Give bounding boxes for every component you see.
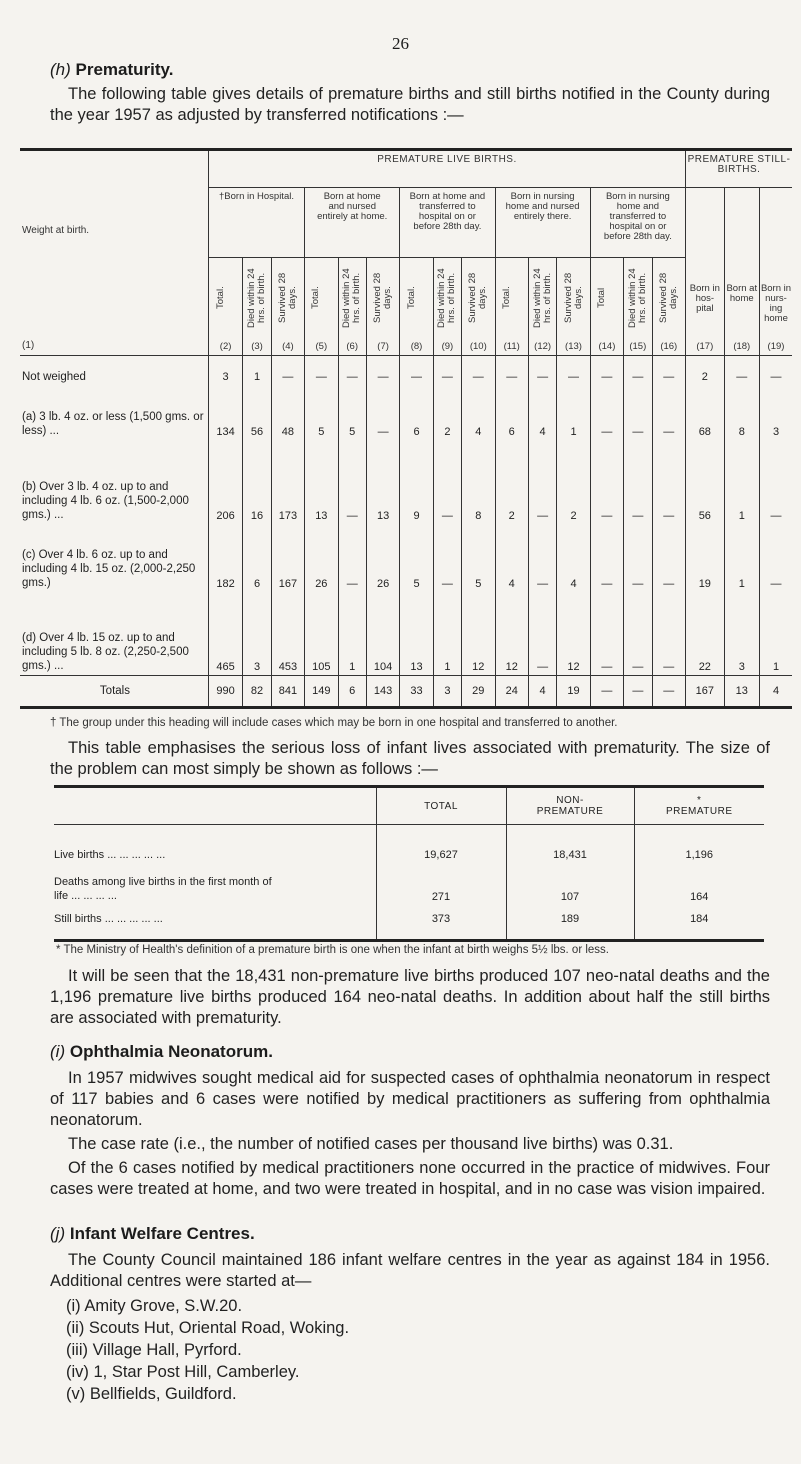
table-cell: 29 (462, 676, 495, 708)
table-cell: — (624, 356, 652, 398)
column-header-label: Survived 28 days. (467, 272, 489, 324)
table-cell: — (652, 398, 686, 440)
column-header (338, 258, 366, 356)
column-header (305, 258, 338, 356)
row-label: Still births ... ... ... ... ... (54, 905, 376, 941)
col-header-non-premature: NON- PREMATURE (506, 787, 634, 825)
list-item: (ii) Scouts Hut, Oriental Road, Woking. (66, 1319, 350, 1337)
premature-births-table (20, 148, 792, 709)
table-cell: — (724, 356, 759, 398)
table-cell: — (624, 592, 652, 676)
table-cell: 3 (724, 592, 759, 676)
column-number: (13) (565, 341, 582, 352)
table-cell: 48 (271, 398, 304, 440)
table-cell: 1 (760, 592, 793, 676)
table-cell: 182 (208, 524, 242, 592)
table-cell: — (652, 356, 686, 398)
list-item: (iii) Village Hall, Pyrford. (66, 1341, 242, 1359)
table-cell: 6 (338, 676, 366, 708)
column-header-label: Survived 28 days. (562, 272, 584, 324)
table-cell: — (366, 356, 399, 398)
column-header-label: Total. (214, 286, 226, 310)
column-number: (2) (219, 341, 232, 352)
table-cell: — (624, 524, 652, 592)
table-cell: — (528, 524, 556, 592)
column-header (528, 258, 556, 356)
column-header-label: Died within 24 hrs. of birth. (436, 268, 458, 328)
paragraph-emphasis: This table emphasises the serious loss of infant lives associated with prematurity. The size of the problem can most simply be shown as follows :— (50, 739, 770, 778)
column-header-label: Died within 24 hrs. of birth. (246, 268, 267, 328)
paragraph-ophthalmia-3: Of the 6 cases notified by medical practitioners none occurred in the practice of midwives. Four cases were treated at home, and two were treated in hospital, and in no case was vision impaired. (50, 1159, 770, 1198)
row-label: Not weighed (20, 356, 208, 398)
column-header (366, 258, 399, 356)
list-item: (i) Amity Grove, S.W.20. (66, 1297, 243, 1315)
table-cell: — (652, 592, 686, 676)
subgroup-home-transferred: Born at home and transferred to hospital on or before 28th day. (400, 188, 495, 258)
subgroup-nursing-transferred: Born in nursing home and transferred to hospital on or before 28th day. (590, 188, 685, 258)
table-cell: 8 (462, 440, 495, 524)
table-cell: 6 (495, 398, 528, 440)
table-cell: 2 (433, 398, 461, 440)
table-cell: — (652, 676, 686, 708)
section-heading-ophthalmia: (i) Ophthalmia Neonatorum. (50, 1042, 273, 1061)
column-header (495, 258, 528, 356)
cell: 18,431 (506, 825, 634, 863)
section-heading-prematurity (50, 60, 173, 80)
table-cell: 2 (557, 440, 590, 524)
table-cell: — (590, 356, 623, 398)
table-cell: 2 (495, 440, 528, 524)
subgroup-home: Born at home and nursed entirely at home. (305, 188, 400, 258)
table-cell: — (590, 676, 623, 708)
column-number: (7) (377, 341, 389, 352)
table-cell: 13 (366, 440, 399, 524)
col-header-premature: * PREMATURE (634, 787, 764, 825)
list-item: (v) Bellfields, Guildford. (66, 1385, 237, 1403)
column-header (271, 258, 304, 356)
column-header (243, 258, 271, 356)
table-cell: 5 (400, 524, 433, 592)
table-cell: — (366, 398, 399, 440)
table-cell: 12 (495, 592, 528, 676)
subgroup-hospital: †Born in Hospital. (208, 188, 304, 258)
table-cell: 4 (528, 398, 556, 440)
table-cell: — (305, 356, 338, 398)
table-cell: — (338, 356, 366, 398)
section-heading-welfare: (j) Infant Welfare Centres. (50, 1224, 255, 1243)
paragraph-welfare-1: The County Council maintained 186 infant welfare centres in the year as against 184 in 1956. Additional centres were started at— (50, 1251, 770, 1290)
row-label: (d) Over 4 lb. 15 oz. up to and including 5 lb. 8 oz. (2,250-2,500 gms.) ... (22, 632, 189, 672)
table-cell: 82 (243, 676, 271, 708)
column-header-label: Total (595, 287, 607, 309)
table-cell: 26 (305, 524, 338, 592)
table-cell: 56 (243, 398, 271, 440)
table-cell: — (590, 398, 623, 440)
table-cell: 56 (686, 440, 724, 524)
table-cell: 465 (208, 592, 242, 676)
column-number: (10) (469, 341, 487, 352)
table-cell: — (433, 356, 461, 398)
table-cell: — (590, 440, 623, 524)
column-number: (9) (441, 341, 454, 352)
table-cell: — (760, 356, 793, 398)
table-cell: 4 (557, 524, 590, 592)
table-cell: 9 (400, 440, 433, 524)
weight-header: Weight at birth. (22, 224, 90, 236)
table-cell: 3 (208, 356, 242, 398)
table-cell: 16 (243, 440, 271, 524)
cell: 1,196 (634, 825, 764, 863)
row-label: Live births ... ... ... ... ... (54, 848, 166, 861)
still-home-header: Born at home (18) (724, 188, 759, 356)
row-label-totals: Totals (20, 676, 208, 708)
table-cell: 13 (400, 592, 433, 676)
table-cell: — (433, 524, 461, 592)
column-header-label: Died within 24 hrs. of birth. (626, 268, 648, 328)
paragraph-ophthalmia-1: In 1957 midwives sought medical aid for suspected cases of ophthalmia neonatorum in respect of 117 babies and 6 cases were notified by medical practitioners as suffering from ophthalmia neonatorum. (50, 1069, 770, 1129)
column-header-label: Total. (405, 286, 417, 310)
table-cell: 19 (686, 524, 724, 592)
column-header (652, 258, 686, 356)
live-births-summary-table (54, 785, 764, 942)
cell: 189 (506, 905, 634, 941)
column-header-label: Total. (500, 286, 512, 310)
table-cell: 2 (686, 356, 724, 398)
column-number: (6) (346, 341, 359, 352)
table-cell: 3 (243, 592, 271, 676)
table-cell: 173 (271, 440, 304, 524)
group-header-still: PREMATURE STILL-BIRTHS. (686, 150, 792, 188)
table-cell: 206 (208, 440, 242, 524)
table-cell: 22 (686, 592, 724, 676)
intro-paragraph: The following table gives details of premature births and still births notified in the County during the year 1957 as adjusted by transferred notifications :— (50, 85, 770, 124)
row-label: (c) Over 4 lb. 6 oz. up to and including 4 lb. 15 oz. (2,000-2,250 gms.) (22, 548, 196, 589)
row-label: (a) 3 lb. 4 oz. or less (1,500 gms. or less) ... (22, 410, 204, 437)
still-hospital-header: Born in hos- pital (17) (686, 188, 724, 356)
table-cell: 33 (400, 676, 433, 708)
table-cell: — (652, 524, 686, 592)
col-header-total: TOTAL (376, 787, 506, 825)
section-letter: (h) (50, 60, 71, 79)
table-cell: 1 (724, 440, 759, 524)
table-cell: — (652, 440, 686, 524)
cell: 184 (634, 905, 764, 941)
cell: 164 (634, 863, 764, 905)
table-cell: — (590, 592, 623, 676)
table-cell: 167 (271, 524, 304, 592)
column-number: (3) (251, 341, 263, 352)
cell: 107 (506, 863, 634, 905)
table-cell: 4 (528, 676, 556, 708)
table-cell: — (760, 524, 793, 592)
table-cell: — (624, 398, 652, 440)
section-title: Prematurity. (75, 60, 174, 79)
table-cell: — (590, 524, 623, 592)
still-nursing-home-header: Born in nurs- ing home (19) (760, 188, 793, 356)
column-number: (16) (660, 341, 678, 352)
paragraph-neonatal-deaths: It will be seen that the 18,431 non-premature live births produced 107 neo-natal deaths and the 1,196 premature live births produced 164 neo-natal deaths. In addition about half the still births are associated with prematurity. (50, 967, 770, 1027)
weight-header-cell (20, 188, 208, 356)
column-header-label: Survived 28 days. (276, 272, 298, 324)
table-cell: 13 (724, 676, 759, 708)
column-header (462, 258, 495, 356)
centres-list (66, 1295, 349, 1405)
table-cell: 6 (243, 524, 271, 592)
cell: 373 (376, 905, 506, 941)
table-cell: 1 (557, 398, 590, 440)
table-cell: — (528, 356, 556, 398)
table-cell: 68 (686, 398, 724, 440)
table-cell: — (528, 592, 556, 676)
table-cell: 12 (462, 592, 495, 676)
column-header-label: Survived 28 days. (657, 272, 679, 324)
table-cell: 4 (495, 524, 528, 592)
table-cell: 1 (724, 524, 759, 592)
table-cell: 990 (208, 676, 242, 708)
subgroup-nursing-home: Born in nursing home and nursed entirely there. (495, 188, 590, 258)
table-cell: — (271, 356, 304, 398)
table-cell: 1 (433, 592, 461, 676)
column-header-label: Died within 24 hrs. of birth. (341, 268, 363, 328)
table-cell: 4 (462, 398, 495, 440)
page-number: 26 (392, 34, 409, 53)
column-number: (15) (629, 341, 647, 352)
table-cell: 5 (305, 398, 338, 440)
column-header (208, 258, 242, 356)
table-cell: 4 (760, 676, 793, 708)
table-cell: 104 (366, 592, 399, 676)
table-cell: 3 (760, 398, 793, 440)
table-cell: — (624, 440, 652, 524)
column-header (590, 258, 623, 356)
cell: 19,627 (376, 825, 506, 863)
table-cell: 12 (557, 592, 590, 676)
table-cell: — (624, 676, 652, 708)
table-cell: — (338, 440, 366, 524)
list-item: (iv) 1, Star Post Hill, Camberley. (66, 1363, 300, 1381)
table-cell: 1 (243, 356, 271, 398)
table-cell: — (495, 356, 528, 398)
cell: 271 (376, 863, 506, 905)
table-cell: 143 (366, 676, 399, 708)
table-cell: 24 (495, 676, 528, 708)
paragraph-ophthalmia-2: The case rate (i.e., the number of notified cases per thousand live births) was 0.31. (68, 1135, 674, 1153)
column-header-label: Survived 28 days. (372, 272, 394, 324)
table-cell: — (760, 440, 793, 524)
table-cell: 453 (271, 592, 304, 676)
column-header (400, 258, 433, 356)
column-header-label: Total. (310, 286, 322, 310)
group-header-live: PREMATURE LIVE BIRTHS. (208, 150, 685, 188)
column-number: (12) (534, 341, 552, 352)
table-cell: 167 (686, 676, 724, 708)
table-cell: 5 (462, 524, 495, 592)
column-number: (8) (410, 341, 423, 352)
table-cell: 8 (724, 398, 759, 440)
column-header (557, 258, 590, 356)
table-cell: — (400, 356, 433, 398)
table-cell: 26 (366, 524, 399, 592)
table-cell: 19 (557, 676, 590, 708)
table-cell: 3 (433, 676, 461, 708)
column-number: (11) (503, 341, 520, 352)
table-cell: — (462, 356, 495, 398)
table-cell: 149 (305, 676, 338, 708)
column-header (433, 258, 461, 356)
column-header (624, 258, 652, 356)
row-label: Deaths among live births in the first month of life ... ... ... ... (54, 875, 272, 902)
column-number: (4) (282, 341, 294, 352)
table-cell: 134 (208, 398, 242, 440)
row-label: (b) Over 3 lb. 4 oz. up to and including 4 lb. 6 oz. (1,500-2,000 gms.) ... (22, 480, 189, 521)
table1-footnote: † The group under this heading will include cases which may be born in one hospital and transferred to another. (50, 717, 618, 729)
table-cell: 13 (305, 440, 338, 524)
table-cell: 5 (338, 398, 366, 440)
column-number: (14) (598, 341, 616, 352)
column-header-label: Died within 24 hrs. of birth. (531, 268, 553, 328)
table2-footnote: * The Ministry of Health's definition of a premature birth is one when the infant at birth weighs 5½ lbs. or less. (56, 944, 609, 956)
table-cell: — (338, 524, 366, 592)
table-cell: 1 (338, 592, 366, 676)
column-number: (5) (315, 341, 328, 352)
table-cell: 841 (271, 676, 304, 708)
table-cell: — (433, 440, 461, 524)
table-cell: — (528, 440, 556, 524)
table-cell: 105 (305, 592, 338, 676)
table-cell: — (557, 356, 590, 398)
table-cell: 6 (400, 398, 433, 440)
weight-col-number: (1) (22, 340, 35, 351)
